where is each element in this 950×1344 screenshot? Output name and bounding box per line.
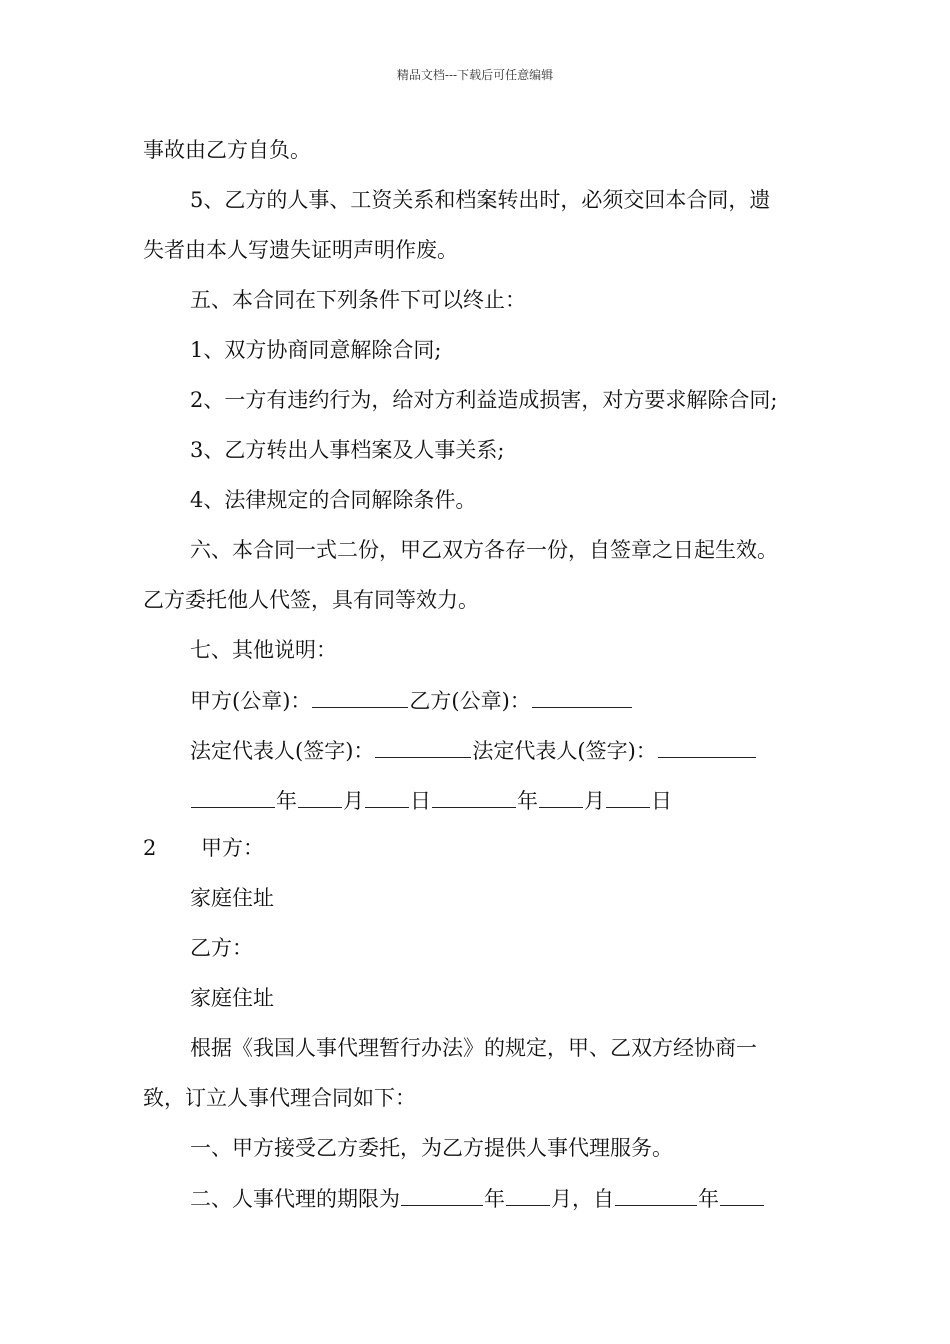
term-year-blank[interactable] <box>401 1183 483 1206</box>
paragraph-line: 乙方委托他人代签，具有同等效力。 <box>143 588 479 612</box>
term-prefix: 二、人事代理的期限为 <box>190 1187 400 1211</box>
month-label: 月 <box>343 789 364 813</box>
term-line <box>190 1183 765 1214</box>
day-label: 日 <box>410 789 431 813</box>
paragraph-line: 5、乙方的人事、工资关系和档案转出时，必须交回本合同，遗 <box>190 188 771 212</box>
section-heading: 五、本合同在下列条件下可以终止： <box>190 288 526 312</box>
month-blank[interactable] <box>539 785 583 808</box>
day-blank[interactable] <box>365 785 409 808</box>
rep-b-blank[interactable] <box>658 735 756 758</box>
address-label: 家庭住址 <box>190 886 274 910</box>
paragraph-line: 致，订立人事代理合同如下： <box>143 1086 416 1110</box>
rep-b-label: 法定代表人(签字)： <box>472 739 657 763</box>
list-item: 1、双方协商同意解除合同; <box>190 338 442 362</box>
year-blank[interactable] <box>432 785 516 808</box>
party-b-label: 乙方： <box>190 936 253 960</box>
year-blank[interactable] <box>191 785 275 808</box>
signature-line <box>190 735 757 766</box>
page-header: 精品文档---下载后可任意编辑 <box>396 68 554 82</box>
list-item: 3、乙方转出人事档案及人事关系; <box>190 438 505 462</box>
paragraph-line: 根据《我国人事代理暂行办法》的规定，甲、乙双方经协商一 <box>190 1036 757 1060</box>
date-line <box>190 785 672 816</box>
paragraph-line: 事故由乙方自负。 <box>143 138 311 162</box>
month-blank[interactable] <box>298 785 342 808</box>
page-number: 2 <box>143 836 157 860</box>
term-start-year-blank[interactable] <box>615 1183 697 1206</box>
year-label: 年 <box>276 789 297 813</box>
month-label: 月 <box>584 789 605 813</box>
paragraph-line: 一、甲方接受乙方委托，为乙方提供人事代理服务。 <box>190 1136 673 1160</box>
party-b-seal-blank[interactable] <box>532 685 632 708</box>
seal-line <box>190 685 633 716</box>
term-start-month-blank[interactable] <box>720 1183 764 1206</box>
term-year-label: 年 <box>484 1187 505 1211</box>
section-heading: 六、本合同一式二份，甲乙双方各存一份，自签章之日起生效。 <box>190 538 778 562</box>
list-item: 2、一方有违约行为，给对方利益造成损害，对方要求解除合同; <box>190 388 778 412</box>
party-a-seal-blank[interactable] <box>312 685 408 708</box>
rep-a-label: 法定代表人(签字)： <box>190 739 375 763</box>
party-a-label: 甲方： <box>201 836 264 860</box>
paragraph-line: 失者由本人写遗失证明声明作废。 <box>143 238 458 262</box>
term-start-year-label: 年 <box>698 1187 719 1211</box>
year-label: 年 <box>517 789 538 813</box>
day-blank[interactable] <box>606 785 650 808</box>
party-a-seal-label: 甲方(公章)： <box>190 689 312 713</box>
day-label: 日 <box>651 789 672 813</box>
address-label: 家庭住址 <box>190 986 274 1010</box>
party-b-seal-label: 乙方(公章)： <box>409 689 531 713</box>
section-heading: 七、其他说明： <box>190 638 337 662</box>
rep-a-blank[interactable] <box>375 735 471 758</box>
term-month-label: 月，自 <box>551 1187 614 1211</box>
term-month-blank[interactable] <box>506 1183 550 1206</box>
list-item: 4、法律规定的合同解除条件。 <box>190 488 477 512</box>
